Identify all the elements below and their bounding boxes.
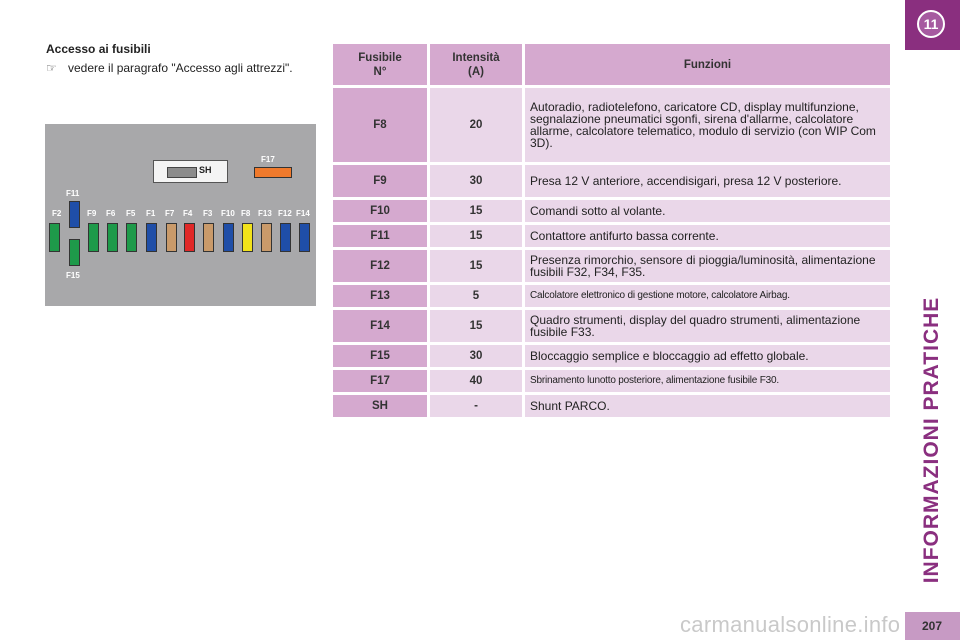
fuse-function: Presenza rimorchio, sensore di pioggia/luminosità, alimentazione fusibili F32, F34, F35. bbox=[525, 250, 890, 285]
chapter-number: 11 bbox=[917, 10, 945, 38]
fuse-number: F11 bbox=[333, 225, 430, 250]
fuse-label-f14: F14 bbox=[296, 209, 310, 218]
table-row bbox=[333, 345, 890, 370]
bullet-item bbox=[46, 61, 318, 75]
fuse-label-f7: F7 bbox=[165, 209, 175, 218]
table-row bbox=[333, 285, 890, 310]
fuse-label-f17: F17 bbox=[261, 155, 275, 164]
fuse-amperage: 15 bbox=[430, 310, 525, 345]
fuse-amperage: 5 bbox=[430, 285, 525, 310]
fuse-label-f8: F8 bbox=[241, 209, 251, 218]
fuse-label-f4: F4 bbox=[183, 209, 193, 218]
shunt-label: SH bbox=[199, 165, 212, 175]
fuse-amperage: 20 bbox=[430, 88, 525, 165]
fuse-number: SH bbox=[333, 395, 430, 420]
watermark: carmanualsonline.info bbox=[680, 612, 901, 637]
fuse-function: Autoradio, radiotelefono, caricatore CD, display multifunzione, segnalazione pneumatici sgonfi, sirena d'allarme, calcolatore allarme, calcolatore telematico, modulo di servizio (con WIP Com 3D). bbox=[525, 88, 890, 165]
fuse-label-f5: F5 bbox=[126, 209, 136, 218]
fuse-label-f12: F12 bbox=[278, 209, 292, 218]
table-row bbox=[333, 200, 890, 225]
shunt-sh bbox=[153, 160, 228, 183]
fuse-label-f2: F2 bbox=[52, 209, 62, 218]
fuse-f15 bbox=[69, 239, 80, 266]
fuse-f8 bbox=[242, 223, 253, 252]
fuse-number: F12 bbox=[333, 250, 430, 285]
fuse-label-f9: F9 bbox=[87, 209, 97, 218]
fuse-function: Quadro strumenti, display del quadro strumenti, alimentazione fusibile F33. bbox=[525, 310, 890, 345]
fuse-f13 bbox=[261, 223, 272, 252]
fuse-number: F10 bbox=[333, 200, 430, 225]
fuse-amperage: 15 bbox=[430, 200, 525, 225]
fuse-number: F8 bbox=[333, 88, 430, 165]
fuse-function: Sbrinamento lunotto posteriore, alimentazione fusibile F30. bbox=[525, 370, 890, 395]
page-number: 207 bbox=[922, 619, 943, 633]
header-amperage: Intensità (A) bbox=[430, 44, 525, 88]
fuse-function: Comandi sotto al volante. bbox=[525, 200, 890, 225]
chapter-title: INFORMAZIONI PRATICHE bbox=[920, 296, 943, 584]
table-row bbox=[333, 225, 890, 250]
table-row bbox=[333, 88, 890, 165]
fuse-amperage: 30 bbox=[430, 165, 525, 200]
fuse-f14 bbox=[299, 223, 310, 252]
fuse-f1 bbox=[146, 223, 157, 252]
table-row bbox=[333, 370, 890, 395]
fuse-function: Calcolatore elettronico di gestione motore, calcolatore Airbag. bbox=[525, 285, 890, 310]
fuse-f11 bbox=[69, 201, 80, 228]
table-row bbox=[333, 310, 890, 345]
fuse-number: F13 bbox=[333, 285, 430, 310]
fuse-function: Bloccaggio semplice e bloccaggio ad effetto globale. bbox=[525, 345, 890, 370]
section-title: Accesso ai fusibili bbox=[46, 42, 151, 56]
fuse-amperage: 15 bbox=[430, 250, 525, 285]
fuse-label-f10: F10 bbox=[221, 209, 235, 218]
fuse-f7 bbox=[166, 223, 177, 252]
fuse-amperage: 40 bbox=[430, 370, 525, 395]
table-row bbox=[333, 395, 890, 420]
fuse-label-f6: F6 bbox=[106, 209, 116, 218]
fuse-number: F9 bbox=[333, 165, 430, 200]
fuse-label-f1: F1 bbox=[146, 209, 156, 218]
header-functions: Funzioni bbox=[525, 44, 890, 88]
fuse-f17 bbox=[254, 167, 292, 178]
fuse-number: F14 bbox=[333, 310, 430, 345]
fuse-number: F17 bbox=[333, 370, 430, 395]
fuse-f9 bbox=[88, 223, 99, 252]
fuse-label-f11: F11 bbox=[66, 189, 80, 198]
fuse-label-f15: F15 bbox=[66, 271, 80, 280]
shunt-plug bbox=[167, 167, 197, 178]
fuse-f12 bbox=[280, 223, 291, 252]
table-row bbox=[333, 250, 890, 285]
bullet-text: vedere il paragrafo "Accesso agli attrezzi". bbox=[68, 61, 293, 75]
fuse-f2 bbox=[49, 223, 60, 252]
fuse-function: Presa 12 V anteriore, accendisigari, presa 12 V posteriore. bbox=[525, 165, 890, 200]
header-fuse-number: Fusibile N° bbox=[333, 44, 430, 88]
fuse-amperage: - bbox=[430, 395, 525, 420]
fuse-f10 bbox=[223, 223, 234, 252]
pointing-hand-icon: ☞ bbox=[46, 61, 57, 75]
fuse-f6 bbox=[107, 223, 118, 252]
fuse-label-f13: F13 bbox=[258, 209, 272, 218]
fuse-f5 bbox=[126, 223, 137, 252]
fuse-table bbox=[333, 44, 890, 420]
fuse-amperage: 30 bbox=[430, 345, 525, 370]
fuse-function: Shunt PARCO. bbox=[525, 395, 890, 420]
table-row bbox=[333, 165, 890, 200]
fuse-amperage: 15 bbox=[430, 225, 525, 250]
fuse-function: Contattore antifurto bassa corrente. bbox=[525, 225, 890, 250]
fuse-f4 bbox=[184, 223, 195, 252]
fuse-f3 bbox=[203, 223, 214, 252]
fuse-label-f3: F3 bbox=[203, 209, 213, 218]
fuse-number: F15 bbox=[333, 345, 430, 370]
fuse-box-diagram bbox=[45, 124, 316, 306]
